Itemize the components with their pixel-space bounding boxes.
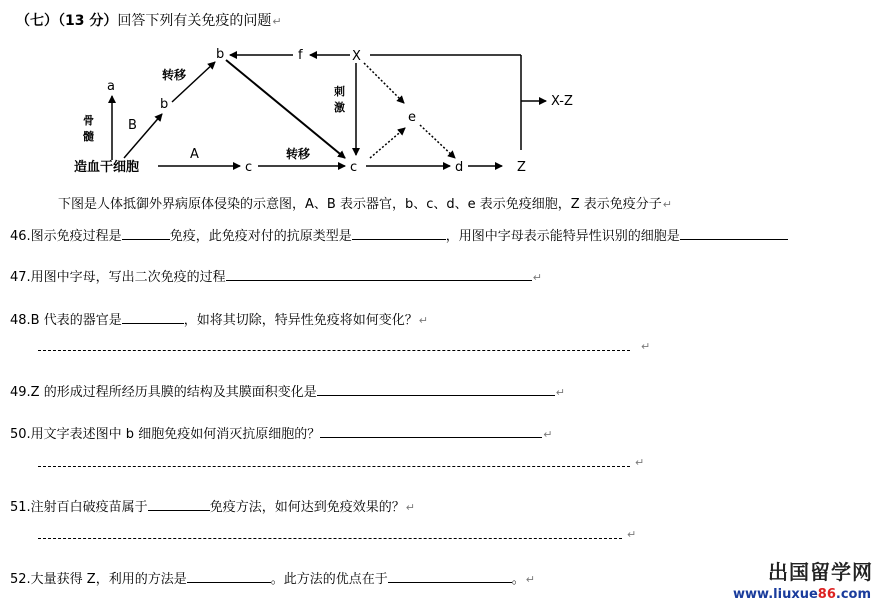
- title-text: 回答下列有关免疫的问题: [117, 13, 272, 29]
- label-transfer-1: 转移: [162, 68, 187, 82]
- q51-answer-line[interactable]: [38, 530, 622, 539]
- q50-text: 50.用文字表述图中 b 细胞免疫如何消灭抗原细胞的？: [10, 427, 321, 442]
- node-d: d: [455, 160, 464, 175]
- q48-text-2: ，如将其切除，特异性免疫将如何变化？: [183, 313, 418, 328]
- arrow-c-to-e: [370, 128, 405, 158]
- node-X-Z: X-Z: [551, 94, 573, 109]
- q52-text-3: 。: [511, 572, 525, 587]
- caption-text: 下图是人体抵御外界病原体侵染的示意图，A、B 表示器官，b、c、d、e 表示免疫细胞，Z 表示免疫分子: [58, 197, 662, 212]
- watermark-url-c: .com: [835, 587, 871, 602]
- question-52: [10, 568, 535, 587]
- watermark-url: [733, 587, 871, 602]
- q52-text-1: 52.大量获得 Z，利用的方法是: [10, 572, 187, 587]
- node-f: f: [298, 48, 303, 63]
- q52-blank-2[interactable]: [388, 568, 512, 583]
- paragraph-mark-icon: ↵: [635, 456, 645, 469]
- question-50: [10, 423, 552, 442]
- node-X: X: [352, 49, 361, 64]
- arrow-b-to-c: [226, 60, 345, 158]
- node-stem-cell: 造血干细胞: [74, 160, 140, 175]
- q51-text-1: 51.注射百白破疫苗属于: [10, 500, 148, 515]
- q46-blank-1[interactable]: [122, 225, 170, 240]
- node-a: a: [107, 79, 115, 94]
- question-47: [10, 266, 542, 285]
- q46-blank-2[interactable]: [352, 225, 446, 240]
- label-bone-2: 髓: [83, 130, 94, 143]
- question-51: [10, 496, 415, 515]
- node-c-right: c: [350, 160, 358, 175]
- diagram-caption: [58, 193, 672, 212]
- q49-text: 49.Z 的形成过程所经历具膜的结构及其膜面积变化是: [10, 385, 317, 400]
- label-stim-2: 激: [334, 101, 345, 114]
- paragraph-mark-icon: ↵: [525, 573, 535, 586]
- q47-blank[interactable]: [226, 266, 532, 281]
- q46-blank-3[interactable]: [680, 225, 788, 240]
- q48-blank[interactable]: [122, 309, 184, 324]
- q47-text: 47.用图中字母，写出二次免疫的过程: [10, 270, 226, 285]
- label-transfer-2: 转移: [286, 147, 311, 161]
- watermark-url-b: 86: [817, 587, 836, 602]
- q46-text-1: 46.图示免疫过程是: [10, 229, 122, 244]
- question-48: [10, 309, 428, 328]
- paragraph-mark-icon: ↵: [405, 501, 415, 514]
- node-B: B: [128, 118, 137, 133]
- label-bone-1: 骨: [83, 114, 94, 127]
- paragraph-mark-icon: ↵: [418, 314, 428, 327]
- paragraph-mark-icon: ↵: [662, 198, 672, 211]
- question-49: [10, 381, 565, 400]
- node-Z: Z: [517, 160, 526, 175]
- q48-text-1: 48.B 代表的器官是: [10, 313, 122, 328]
- watermark-url-a: www.liuxue: [733, 587, 818, 602]
- arrow-X-to-e: [364, 63, 404, 103]
- q52-blank-1[interactable]: [187, 568, 271, 583]
- q52-text-2: 。此方法的优点在于: [270, 572, 388, 587]
- q46-text-3: ，用图中字母表示能特异性识别的细胞是: [445, 229, 680, 244]
- q50-blank[interactable]: [320, 423, 542, 438]
- q51-text-2: 免疫方法，如何达到免疫效果的？: [209, 500, 405, 515]
- q49-blank[interactable]: [317, 381, 555, 396]
- paragraph-mark-icon: ↵: [627, 528, 637, 541]
- node-A: A: [190, 147, 199, 162]
- node-c-left: c: [245, 160, 253, 175]
- q48-answer-line[interactable]: [38, 342, 630, 351]
- q46-text-2: 免疫，此免疫对付的抗原类型是: [169, 229, 352, 244]
- title-score: （13 分）: [58, 13, 118, 29]
- paragraph-mark-icon: ↵: [532, 271, 542, 284]
- immune-diagram: [0, 0, 887, 190]
- q50-answer-line[interactable]: [38, 458, 630, 467]
- node-b-lower: b: [160, 97, 169, 112]
- title-section: （七）: [16, 13, 58, 29]
- paragraph-mark-icon: ↵: [543, 428, 553, 441]
- paragraph-mark-icon: ↵: [641, 340, 651, 353]
- watermark-logo: 出国留学网: [768, 560, 873, 584]
- label-stim-1: 刺: [334, 85, 345, 98]
- node-b-upper: b: [216, 47, 225, 62]
- arrow-e-to-d: [420, 125, 455, 158]
- q51-blank[interactable]: [148, 496, 210, 511]
- question-46: [10, 225, 788, 244]
- paragraph-mark-icon: ↵: [272, 15, 282, 28]
- node-e: e: [408, 110, 416, 125]
- paragraph-mark-icon: ↵: [555, 386, 565, 399]
